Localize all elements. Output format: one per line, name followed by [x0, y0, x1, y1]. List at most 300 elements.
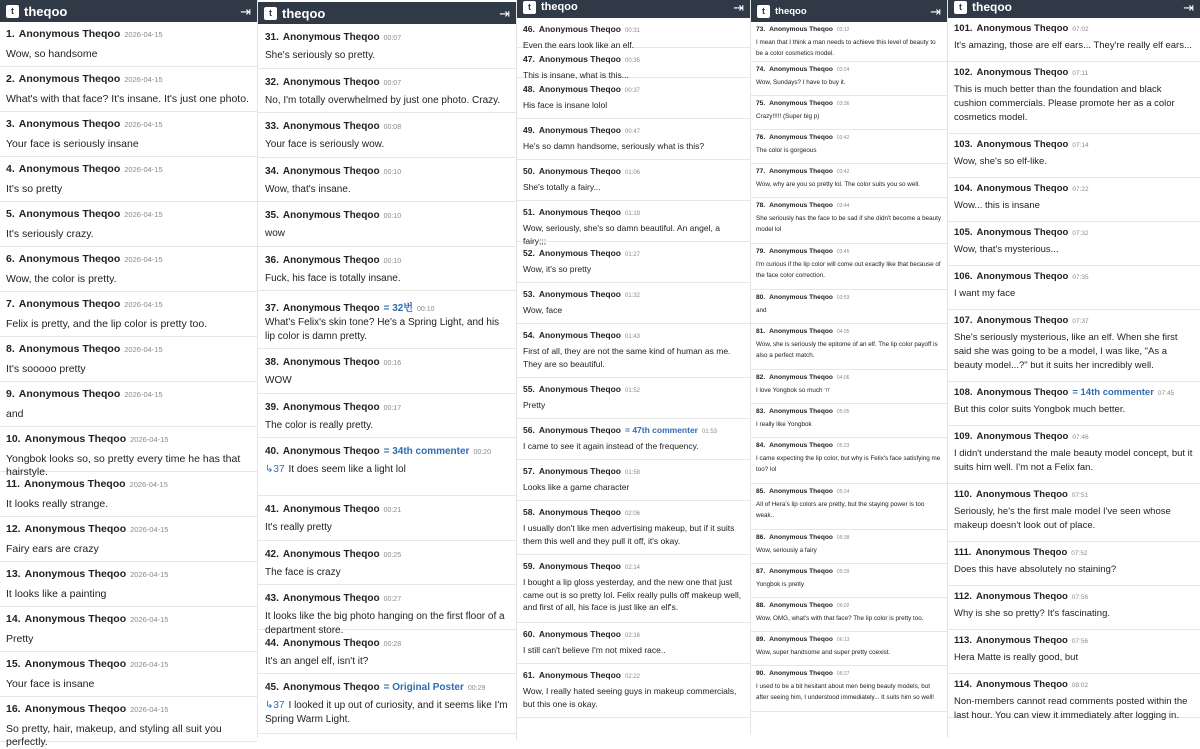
- commenter-name[interactable]: Anonymous Theqoo: [976, 271, 1069, 282]
- comment-text: [523, 263, 744, 276]
- logout-icon[interactable]: ⇥: [1183, 0, 1194, 15]
- theqoo-logo-icon: t: [954, 1, 967, 14]
- comment-timestamp: 05:23: [836, 443, 850, 449]
- comment-meta: [6, 163, 251, 177]
- comment-item[interactable]: [751, 244, 947, 290]
- commenter-name[interactable]: Anonymous Theqoo: [769, 168, 833, 175]
- logout-icon[interactable]: ⇥: [499, 5, 510, 21]
- commenter-tag-badge: = 32번: [383, 303, 413, 314]
- comment-item[interactable]: [948, 426, 1200, 484]
- comment-item[interactable]: [517, 664, 750, 718]
- comment-meta: [954, 591, 1194, 604]
- comment-timestamp: 02:06: [625, 511, 641, 517]
- commenter-name[interactable]: Anonymous Theqoo: [976, 431, 1069, 442]
- comment-meta: [523, 207, 744, 219]
- comment-meta: [756, 602, 942, 611]
- comment-item[interactable]: [751, 404, 947, 438]
- commenter-name[interactable]: Anonymous Theqoo: [18, 28, 121, 40]
- comment-number: 11.: [6, 478, 21, 490]
- comment-item[interactable]: [751, 62, 947, 96]
- comment-item[interactable]: [258, 541, 516, 586]
- comment-number: 50.: [523, 166, 535, 176]
- comment-item[interactable]: [258, 158, 516, 203]
- commenter-name[interactable]: Anonymous Theqoo: [538, 207, 621, 217]
- comment-item[interactable]: [0, 562, 257, 607]
- comment-item[interactable]: [751, 530, 947, 564]
- comment-item[interactable]: [751, 324, 947, 370]
- comment-number: 73.: [756, 26, 766, 33]
- comment-text: [6, 588, 251, 601]
- comment-item[interactable]: [948, 178, 1200, 222]
- comment-item[interactable]: [948, 266, 1200, 310]
- app-name: theqoo: [972, 0, 1012, 14]
- comment-item[interactable]: [258, 24, 516, 69]
- logout-icon[interactable]: ⇥: [733, 0, 744, 15]
- comment-body: I bought a lip gloss yesterday, and the new one that just came out is so pretty lol. Felix really pulls off makeup well, and first of all, his face is just like an elf's.: [523, 577, 742, 612]
- commenter-name[interactable]: Anonymous Theqoo: [282, 303, 380, 314]
- comment-meta: [756, 168, 942, 177]
- comment-number: 108.: [954, 387, 973, 398]
- commenter-name[interactable]: Anonymous Theqoo: [769, 66, 833, 73]
- logout-icon[interactable]: ⇥: [930, 3, 941, 19]
- comment-item[interactable]: [948, 222, 1200, 266]
- comment-body: Wow, Sundays? I have to buy it.: [756, 79, 846, 86]
- comment-timestamp: 07:52: [1071, 550, 1088, 557]
- commenter-name[interactable]: Anonymous Theqoo: [769, 294, 833, 301]
- commenter-name[interactable]: Anonymous Theqoo: [769, 602, 833, 609]
- commenter-name[interactable]: Anonymous Theqoo: [769, 534, 833, 541]
- commenter-name[interactable]: Anonymous Theqoo: [282, 76, 380, 88]
- comment-body: Wow, why are you so pretty lol. The color suits you so well.: [756, 181, 920, 188]
- comment-text: [954, 39, 1194, 53]
- comment-item[interactable]: [751, 632, 947, 666]
- theqoo-logo-icon: t: [523, 1, 536, 14]
- comment-item[interactable]: [517, 419, 750, 460]
- commenter-name[interactable]: Anonymous Theqoo: [282, 165, 380, 177]
- comment-text: [756, 146, 942, 157]
- comment-item[interactable]: [258, 202, 516, 247]
- comment-body: Pretty: [6, 633, 34, 645]
- commenter-name[interactable]: Anonymous Theqoo: [24, 613, 127, 625]
- comment-body: She seriously has the face to be sad if she didn't become a beauty model lol: [756, 215, 941, 233]
- comment-body: It's sooooo pretty: [6, 363, 86, 375]
- comment-body: Does this have absolutely no staining?: [954, 564, 1117, 575]
- comment-item[interactable]: [0, 247, 257, 292]
- comment-text: [6, 93, 251, 106]
- comment-body: She's seriously mysterious, like an elf. When she first said she was going to be a model, I was like, "As a beauty model...?" but it suits her incredibly well.: [954, 332, 1178, 371]
- commenter-name[interactable]: Anonymous Theqoo: [976, 67, 1069, 78]
- comment-item[interactable]: [517, 48, 750, 78]
- comment-number: 109.: [954, 431, 973, 442]
- commenter-name[interactable]: Anonymous Theqoo: [282, 548, 380, 560]
- comment-item[interactable]: [258, 247, 516, 292]
- commenter-name[interactable]: Anonymous Theqoo: [282, 121, 380, 132]
- comment-item[interactable]: [751, 96, 947, 130]
- comment-item[interactable]: [751, 484, 947, 530]
- commenter-name[interactable]: Anonymous Theqoo: [538, 561, 621, 571]
- comment-body: She's totally a fairy...: [523, 182, 601, 192]
- comment-item[interactable]: [948, 586, 1200, 630]
- comment-meta: [954, 547, 1194, 560]
- logout-icon[interactable]: ⇥: [240, 3, 251, 19]
- commenter-name[interactable]: Anonymous Theqoo: [975, 547, 1068, 558]
- commenter-name[interactable]: Anonymous Theqoo: [769, 248, 833, 255]
- comment-meta: [265, 255, 509, 269]
- comment-number: 54.: [523, 330, 535, 340]
- commenter-name[interactable]: Anonymous Theqoo: [18, 343, 121, 355]
- comment-item[interactable]: [517, 460, 750, 501]
- comment-text: [756, 38, 942, 59]
- comment-item[interactable]: [0, 157, 257, 202]
- comment-body: and: [756, 307, 767, 314]
- commenter-name[interactable]: Anonymous Theqoo: [538, 330, 621, 340]
- comment-item[interactable]: [517, 555, 750, 623]
- commenter-name[interactable]: Anonymous Theqoo: [538, 54, 621, 64]
- comment-meta: [756, 66, 942, 75]
- comment-item[interactable]: [517, 119, 750, 160]
- comment-meta: [6, 613, 251, 627]
- comment-text: [954, 243, 1194, 257]
- commenter-name[interactable]: Anonymous Theqoo: [18, 163, 121, 175]
- comment-body: He's so damn handsome, seriously what is this?: [523, 141, 705, 151]
- comment-body: Wow, she's so elf-like.: [954, 156, 1047, 167]
- comment-meta: [265, 504, 509, 518]
- commenter-name[interactable]: Anonymous Theqoo: [18, 253, 121, 265]
- comment-timestamp: 2026-04-15: [130, 660, 169, 669]
- commenter-name[interactable]: Anonymous Theqoo: [769, 328, 833, 335]
- commenter-name[interactable]: Anonymous Theqoo: [24, 568, 127, 580]
- comment-timestamp: 00:10: [383, 168, 402, 176]
- comment-body: First of all, they are not the same kind of human as me. They are so beautiful.: [523, 346, 731, 369]
- comment-item[interactable]: [751, 164, 947, 198]
- comment-text: [954, 155, 1194, 169]
- reply-reference-link[interactable]: ↳37: [265, 700, 285, 711]
- comment-item[interactable]: [258, 585, 516, 636]
- comment-body: I didn't understand the male beauty model concept, but it suits him well. I'm not a Felix fan.: [954, 448, 1193, 473]
- brand[interactable]: [757, 5, 807, 18]
- commenter-name[interactable]: Anonymous Theqoo: [282, 254, 380, 266]
- comment-item[interactable]: [0, 202, 257, 247]
- commenter-name[interactable]: Anonymous Theqoo: [24, 703, 127, 715]
- comment-item[interactable]: [948, 382, 1200, 426]
- comment-item[interactable]: [258, 113, 516, 158]
- commenter-name[interactable]: Anonymous Theqoo: [976, 315, 1069, 326]
- comment-item[interactable]: [751, 598, 947, 632]
- comment-number: 106.: [954, 271, 973, 282]
- comment-meta: [6, 343, 251, 357]
- commenter-name[interactable]: Anonymous Theqoo: [976, 139, 1069, 150]
- commenter-name[interactable]: Anonymous Theqoo: [282, 637, 380, 649]
- comment-timestamp: 07:56: [1071, 594, 1089, 601]
- comment-item[interactable]: [751, 564, 947, 598]
- comment-item[interactable]: [258, 69, 516, 114]
- comment-timestamp: 04:06: [836, 375, 850, 381]
- comment-item[interactable]: [948, 674, 1200, 721]
- comment-text: [523, 522, 744, 547]
- commenter-name[interactable]: Anonymous Theqoo: [976, 387, 1069, 398]
- comment-item[interactable]: [517, 18, 750, 48]
- commenter-name[interactable]: Anonymous Theqoo: [975, 635, 1068, 646]
- comment-text: [523, 576, 744, 614]
- comment-meta: [756, 488, 942, 497]
- reply-reference-link[interactable]: ↳37: [265, 464, 285, 475]
- commenter-name[interactable]: Anonymous Theqoo: [24, 478, 126, 490]
- comment-text: [756, 214, 942, 235]
- top-header-bar: [258, 2, 516, 24]
- commenter-name[interactable]: Anonymous Theqoo: [538, 629, 621, 639]
- comment-item[interactable]: [517, 242, 750, 283]
- commenter-name[interactable]: Anonymous Theqoo: [976, 23, 1069, 34]
- comment-item[interactable]: [751, 438, 947, 484]
- comment-number: 38.: [265, 357, 279, 368]
- comment-item[interactable]: [0, 652, 257, 697]
- commenter-name[interactable]: Anonymous Theqoo: [18, 388, 121, 400]
- brand[interactable]: [264, 6, 325, 21]
- commenter-name[interactable]: Anonymous Theqoo: [769, 134, 833, 141]
- comment-meta: [756, 636, 942, 645]
- commenter-name[interactable]: Anonymous Theqoo: [282, 357, 380, 368]
- commenter-name[interactable]: Anonymous Theqoo: [538, 248, 621, 258]
- comment-meta: [954, 271, 1194, 284]
- commenter-name[interactable]: Anonymous Theqoo: [18, 298, 121, 310]
- comment-meta: [265, 32, 509, 46]
- comment-item[interactable]: [517, 378, 750, 419]
- comment-timestamp: 00:35: [625, 58, 641, 64]
- comment-timestamp: 00:25: [383, 551, 402, 559]
- comment-item[interactable]: [948, 630, 1200, 674]
- comment-body: Non-members cannot read comments posted within the last hour. You can view it immediately after logging in.: [954, 696, 1188, 721]
- commenter-name[interactable]: Anonymous Theqoo: [24, 523, 127, 535]
- comment-text: [265, 521, 509, 535]
- commenter-name[interactable]: Anonymous Theqoo: [976, 227, 1069, 238]
- comment-item[interactable]: [517, 501, 750, 555]
- comment-timestamp: 01:58: [625, 470, 641, 476]
- comment-number: 77.: [756, 168, 766, 175]
- comment-item[interactable]: [751, 666, 947, 712]
- commenter-name[interactable]: Anonymous Theqoo: [769, 408, 833, 415]
- commenter-name[interactable]: Anonymous Theqoo: [538, 166, 621, 176]
- comment-body: No, I'm totally overwhelmed by just one photo. Crazy.: [265, 94, 501, 106]
- comment-text: [523, 644, 744, 657]
- comment-meta: [523, 84, 744, 96]
- commenter-name[interactable]: Anonymous Theqoo: [538, 125, 621, 135]
- comment-item[interactable]: [258, 394, 516, 439]
- commenter-name[interactable]: Anonymous Theqoo: [538, 24, 621, 34]
- commenter-name[interactable]: Anonymous Theqoo: [769, 26, 833, 33]
- comment-number: 56.: [523, 425, 535, 435]
- brand[interactable]: [954, 0, 1012, 14]
- comment-item[interactable]: [258, 674, 516, 734]
- comment-timestamp: 2026-04-15: [124, 120, 163, 129]
- commenter-name[interactable]: Anonymous Theqoo: [282, 210, 380, 221]
- comment-item[interactable]: [948, 18, 1200, 62]
- comment-item[interactable]: [0, 427, 257, 478]
- comment-item[interactable]: [0, 607, 257, 652]
- comment-meta: [756, 248, 942, 257]
- comment-item[interactable]: [517, 283, 750, 324]
- comment-timestamp: 01:43: [625, 334, 641, 340]
- comment-body: All of Hera's lip colors are pretty, but the staying power is too weak..: [756, 501, 925, 519]
- commenter-name[interactable]: Anonymous Theqoo: [769, 488, 833, 495]
- comment-item[interactable]: [0, 697, 257, 748]
- comment-panel-3: [517, 0, 751, 734]
- commenter-name[interactable]: Anonymous Theqoo: [538, 425, 621, 435]
- comment-text: [756, 682, 942, 703]
- comment-panel-1: [0, 0, 258, 748]
- comment-meta: [6, 703, 251, 717]
- comment-body: But this color suits Yongbok much better.: [954, 404, 1126, 415]
- comment-timestamp: 00:47: [625, 129, 641, 135]
- comment-timestamp: 2026-04-15: [130, 615, 169, 624]
- comment-item[interactable]: [517, 160, 750, 201]
- comment-item[interactable]: [258, 438, 516, 496]
- comment-body: It's so pretty: [6, 183, 63, 195]
- comment-item[interactable]: [751, 370, 947, 404]
- comment-item[interactable]: [517, 324, 750, 378]
- commenter-name[interactable]: Anonymous Theqoo: [282, 32, 380, 43]
- commenter-name[interactable]: Anonymous Theqoo: [976, 183, 1069, 194]
- comment-number: 79.: [756, 248, 766, 255]
- commenter-name[interactable]: Anonymous Theqoo: [975, 489, 1068, 500]
- comment-timestamp: 03:42: [836, 169, 850, 175]
- comment-timestamp: 00:37: [625, 88, 641, 94]
- comment-number: 13.: [6, 568, 21, 580]
- comment-item[interactable]: [0, 112, 257, 157]
- commenter-name[interactable]: Anonymous Theqoo: [769, 202, 833, 209]
- comment-item[interactable]: [517, 623, 750, 664]
- comment-text: [523, 685, 744, 710]
- comment-timestamp: 05:39: [836, 569, 850, 575]
- comment-text: [265, 272, 509, 286]
- comment-text: [6, 633, 251, 646]
- comment-timestamp: 07:32: [1072, 230, 1089, 237]
- comment-item[interactable]: [0, 337, 257, 382]
- comment-body: I came to see it again instead of the frequency.: [523, 441, 699, 451]
- comment-item[interactable]: [751, 130, 947, 164]
- commenter-name[interactable]: Anonymous Theqoo: [282, 682, 380, 693]
- comment-number: 42.: [265, 548, 279, 560]
- comment-item[interactable]: [0, 292, 257, 337]
- commenter-name[interactable]: Anonymous Theqoo: [24, 433, 127, 445]
- comment-item[interactable]: [0, 472, 257, 517]
- comment-number: 111.: [954, 547, 972, 558]
- commenter-name[interactable]: Anonymous Theqoo: [18, 118, 121, 130]
- comment-body: and: [6, 408, 24, 420]
- commenter-name[interactable]: Anonymous Theqoo: [282, 446, 380, 457]
- comment-meta: [265, 593, 509, 607]
- comment-text: [756, 180, 942, 191]
- commenter-name[interactable]: Anonymous Theqoo: [18, 73, 121, 85]
- commenter-name[interactable]: Anonymous Theqoo: [975, 679, 1068, 690]
- comment-number: 74.: [756, 66, 766, 73]
- comment-text: [954, 199, 1194, 213]
- commenter-name[interactable]: Anonymous Theqoo: [769, 442, 833, 449]
- commenter-name[interactable]: Anonymous Theqoo: [24, 658, 127, 670]
- commenter-name[interactable]: Anonymous Theqoo: [282, 504, 380, 515]
- brand[interactable]: [523, 1, 578, 14]
- comment-meta: [265, 549, 509, 563]
- comment-body: The face is crazy: [265, 566, 341, 578]
- comment-body: I want my face: [954, 288, 1016, 299]
- commenter-name[interactable]: Anonymous Theqoo: [975, 591, 1068, 602]
- comment-number: 40.: [265, 446, 279, 457]
- comment-item[interactable]: [0, 22, 257, 67]
- comment-meta: [6, 28, 251, 42]
- comment-item[interactable]: [751, 22, 947, 62]
- commenter-name[interactable]: Anonymous Theqoo: [538, 466, 621, 476]
- comment-panel-4: [751, 0, 948, 738]
- comment-item[interactable]: [0, 67, 257, 112]
- comment-item[interactable]: [948, 542, 1200, 586]
- commenter-name[interactable]: Anonymous Theqoo: [538, 507, 621, 517]
- comment-item[interactable]: [0, 382, 257, 427]
- commenter-tag-badge: = Original Poster: [383, 682, 464, 693]
- comment-text: [954, 563, 1194, 577]
- commenter-name[interactable]: Anonymous Theqoo: [769, 636, 833, 643]
- commenter-name[interactable]: Anonymous Theqoo: [538, 289, 621, 299]
- comment-timestamp: 00:10: [383, 257, 402, 265]
- comment-number: 80.: [756, 294, 766, 301]
- comment-body: I looked it up out of curiosity, and it seems like I'm Spring Warm Light.: [265, 700, 508, 725]
- commenter-name[interactable]: Anonymous Theqoo: [769, 670, 833, 677]
- comment-text: [954, 403, 1194, 417]
- comment-number: 104.: [954, 183, 973, 194]
- comment-meta: [265, 121, 509, 135]
- commenter-name[interactable]: Anonymous Theqoo: [538, 84, 621, 94]
- comment-item[interactable]: [517, 78, 750, 119]
- commenter-name[interactable]: Anonymous Theqoo: [282, 401, 380, 413]
- comment-item[interactable]: [0, 517, 257, 562]
- comment-number: 8.: [6, 343, 15, 355]
- comment-item[interactable]: [751, 198, 947, 244]
- comment-text: [954, 695, 1194, 723]
- commenter-name[interactable]: Anonymous Theqoo: [18, 208, 121, 220]
- commenter-name[interactable]: Anonymous Theqoo: [282, 593, 380, 604]
- comment-text: [265, 49, 509, 63]
- commenter-name[interactable]: Anonymous Theqoo: [538, 384, 621, 394]
- comment-timestamp: 02:22: [625, 674, 641, 680]
- comment-item[interactable]: [258, 496, 516, 541]
- comment-item[interactable]: [258, 349, 516, 394]
- comment-number: 60.: [523, 629, 535, 639]
- comment-body: Wow, it's so pretty: [523, 264, 592, 274]
- comment-meta: [523, 24, 744, 36]
- brand[interactable]: [6, 4, 67, 19]
- commenter-name[interactable]: Anonymous Theqoo: [769, 100, 833, 107]
- comment-text: [265, 316, 509, 344]
- comment-item[interactable]: [948, 134, 1200, 178]
- comment-meta: [954, 635, 1194, 648]
- comment-item[interactable]: [948, 310, 1200, 382]
- comment-body: It looks really strange.: [6, 498, 109, 510]
- comment-timestamp: 2026-04-15: [130, 435, 169, 444]
- commenter-name[interactable]: Anonymous Theqoo: [769, 568, 833, 575]
- comment-item[interactable]: [948, 484, 1200, 542]
- comment-body: It's amazing, those are elf ears... They're really elf ears...: [954, 40, 1192, 51]
- comment-body: Your face is seriously insane: [6, 138, 139, 150]
- comment-number: 48.: [523, 84, 535, 94]
- comment-meta: [954, 67, 1194, 80]
- comment-meta: [756, 202, 942, 211]
- comment-body: Wow, so handsome: [6, 48, 98, 60]
- comment-item[interactable]: [751, 290, 947, 324]
- comment-meta: [954, 139, 1194, 152]
- comment-item[interactable]: [517, 201, 750, 246]
- commenter-name[interactable]: Anonymous Theqoo: [769, 374, 833, 381]
- commenter-name[interactable]: Anonymous Theqoo: [538, 670, 621, 680]
- comment-item[interactable]: [948, 62, 1200, 134]
- comment-item[interactable]: [258, 291, 516, 349]
